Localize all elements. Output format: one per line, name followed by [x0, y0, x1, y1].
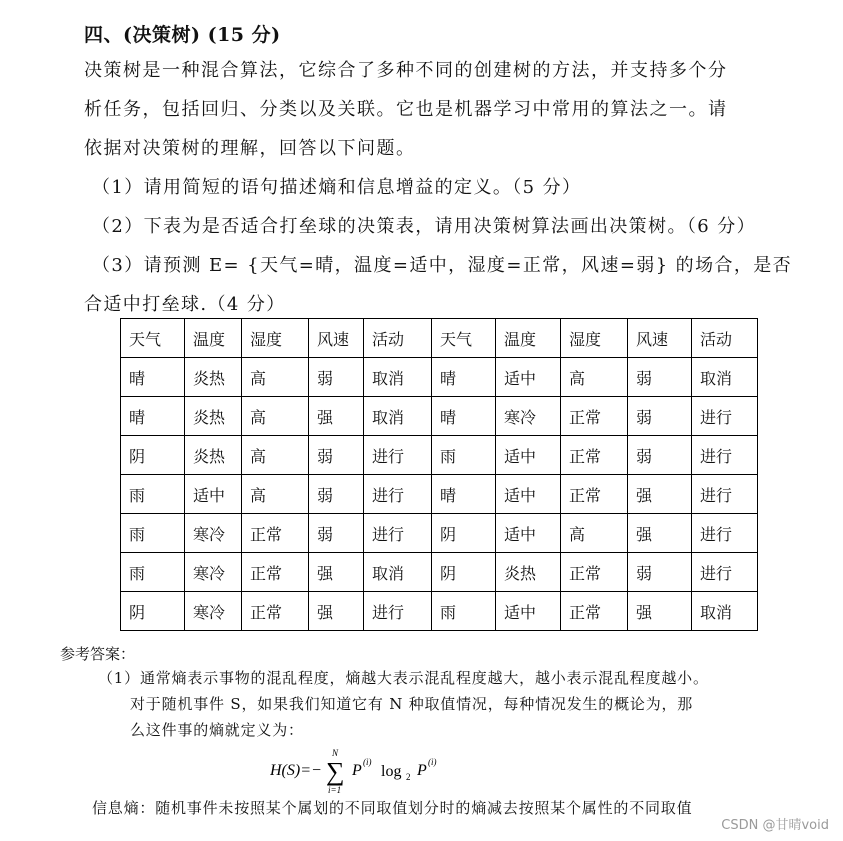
table-cell: 风速	[628, 319, 692, 358]
table-cell: 适中	[496, 475, 561, 514]
sub-question-3: （3）请预测 E= {天气=晴，温度=适中，湿度=正常，风速=弱} 的场合，是否	[92, 255, 793, 276]
table-cell: 弱	[309, 514, 364, 553]
table-cell: 进行	[692, 436, 758, 475]
table-row	[121, 475, 758, 514]
table-cell: 弱	[628, 436, 692, 475]
table-row	[121, 358, 758, 397]
table-cell: 进行	[692, 397, 758, 436]
table-cell: 进行	[364, 592, 432, 631]
table-cell: 晴	[432, 358, 496, 397]
table-row	[121, 436, 758, 475]
decision-table	[120, 318, 758, 631]
table-cell: 进行	[692, 553, 758, 592]
table-cell: 适中	[496, 514, 561, 553]
table-cell: 雨	[121, 553, 185, 592]
table-cell: 正常	[561, 553, 628, 592]
table-cell: 寒冷	[496, 397, 561, 436]
table-cell: 弱	[309, 358, 364, 397]
table-cell: 正常	[242, 592, 309, 631]
table-cell: 弱	[309, 475, 364, 514]
table-cell: 取消	[692, 592, 758, 631]
table-cell: 强	[628, 592, 692, 631]
table-cell: 炎热	[185, 358, 242, 397]
intro-line: 决策树是一种混合算法，它综合了多种不同的创建树的方法，并支持多个分	[84, 60, 728, 81]
table-cell: 湿度	[561, 319, 628, 358]
table-cell: 正常	[561, 475, 628, 514]
table-cell: 适中	[185, 475, 242, 514]
table-cell: 进行	[364, 475, 432, 514]
table-cell: 天气	[432, 319, 496, 358]
intro-line: 依据对决策树的理解，回答以下问题。	[84, 138, 416, 159]
table-cell: 取消	[364, 358, 432, 397]
table-cell: 正常	[242, 553, 309, 592]
table-cell: 炎热	[185, 397, 242, 436]
formula-log: log	[381, 763, 402, 780]
answer-line: 么这件事的熵就定义为：	[130, 721, 304, 739]
question-heading: 四、(决策树) (15 分)	[84, 24, 281, 46]
formula-upper-limit: N	[332, 748, 339, 758]
table-cell: 取消	[692, 358, 758, 397]
table-cell: 进行	[364, 514, 432, 553]
formula-log-base: 2	[406, 772, 411, 782]
table-cell: 雨	[121, 514, 185, 553]
table-cell: 正常	[561, 397, 628, 436]
table-cell: 适中	[496, 358, 561, 397]
table-cell: 高	[242, 475, 309, 514]
table-cell: 弱	[309, 436, 364, 475]
table-cell: 晴	[432, 397, 496, 436]
formula-lower-limit: i=1	[328, 785, 342, 795]
table-cell: 适中	[496, 436, 561, 475]
table-cell: 炎热	[185, 436, 242, 475]
table-row	[121, 553, 758, 592]
formula-term-1: P	[352, 762, 362, 779]
table-cell: 进行	[692, 514, 758, 553]
table-row	[121, 514, 758, 553]
table-cell: 强	[309, 553, 364, 592]
table-cell: 雨	[121, 475, 185, 514]
table-header-row	[121, 319, 758, 358]
table-cell: 阴	[121, 592, 185, 631]
formula-lhs: H(S)=−	[270, 762, 322, 779]
table-cell: 高	[561, 358, 628, 397]
table-cell: 阴	[432, 514, 496, 553]
table-cell: 弱	[628, 397, 692, 436]
table-cell: 强	[309, 397, 364, 436]
table-cell: 天气	[121, 319, 185, 358]
watermark: CSDN @甘晴void	[721, 818, 829, 833]
table-cell: 风速	[309, 319, 364, 358]
table-cell: 阴	[432, 553, 496, 592]
table-cell: 取消	[364, 553, 432, 592]
table-cell: 阴	[121, 436, 185, 475]
table-cell: 正常	[561, 592, 628, 631]
answer-line: 信息熵：随机事件未按照某个属划的不同取值划分时的熵减去按照某个属性的不同取值	[92, 799, 693, 817]
table-cell: 活动	[364, 319, 432, 358]
table-cell: 炎热	[496, 553, 561, 592]
table-cell: 进行	[364, 436, 432, 475]
table-cell: 正常	[242, 514, 309, 553]
answer-line: 对于随机事件 S，如果我们知道它有 N 种取值情况，每种情况发生的概论为，那	[130, 695, 694, 713]
table-cell: 湿度	[242, 319, 309, 358]
table-cell: 雨	[432, 592, 496, 631]
formula-sum-symbol: ∑	[326, 757, 345, 786]
formula-term-2: P	[417, 762, 427, 779]
formula-sup-1: (i)	[363, 757, 372, 767]
table-row	[121, 397, 758, 436]
table-cell: 温度	[185, 319, 242, 358]
table-cell: 高	[561, 514, 628, 553]
table-cell: 正常	[561, 436, 628, 475]
table-cell: 强	[628, 514, 692, 553]
table-cell: 寒冷	[185, 514, 242, 553]
table-cell: 高	[242, 358, 309, 397]
table-cell: 晴	[432, 475, 496, 514]
decision-table-body	[121, 319, 758, 631]
table-cell: 适中	[496, 592, 561, 631]
table-row	[121, 592, 758, 631]
table-cell: 雨	[432, 436, 496, 475]
table-cell: 弱	[628, 553, 692, 592]
table-cell: 弱	[628, 358, 692, 397]
sub-question-2: （2）下表为是否适合打垒球的决策表，请用决策树算法画出决策树。（6 分）	[92, 216, 757, 237]
table-cell: 晴	[121, 358, 185, 397]
table-cell: 活动	[692, 319, 758, 358]
table-cell: 晴	[121, 397, 185, 436]
sub-question-1: （1）请用简短的语句描述熵和信息增益的定义。（5 分）	[92, 177, 582, 198]
table-cell: 寒冷	[185, 592, 242, 631]
table-cell: 取消	[364, 397, 432, 436]
table-cell: 高	[242, 397, 309, 436]
table-cell: 高	[242, 436, 309, 475]
table-cell: 进行	[692, 475, 758, 514]
table-cell: 强	[628, 475, 692, 514]
sub-question-3-continued: 合适中打垒球.（4 分）	[84, 294, 286, 315]
table-cell: 强	[309, 592, 364, 631]
table-cell: 温度	[496, 319, 561, 358]
answer-title: 参考答案：	[60, 645, 136, 663]
entropy-formula	[270, 748, 460, 796]
answer-line: （1）通常熵表示事物的混乱程度，熵越大表示混乱程度越大，越小表示混乱程度越小。	[98, 669, 709, 687]
intro-line: 析任务，包括回归、分类以及关联。它也是机器学习中常用的算法之一。请	[84, 99, 728, 120]
formula-sup-2: (i)	[428, 757, 437, 767]
table-cell: 寒冷	[185, 553, 242, 592]
